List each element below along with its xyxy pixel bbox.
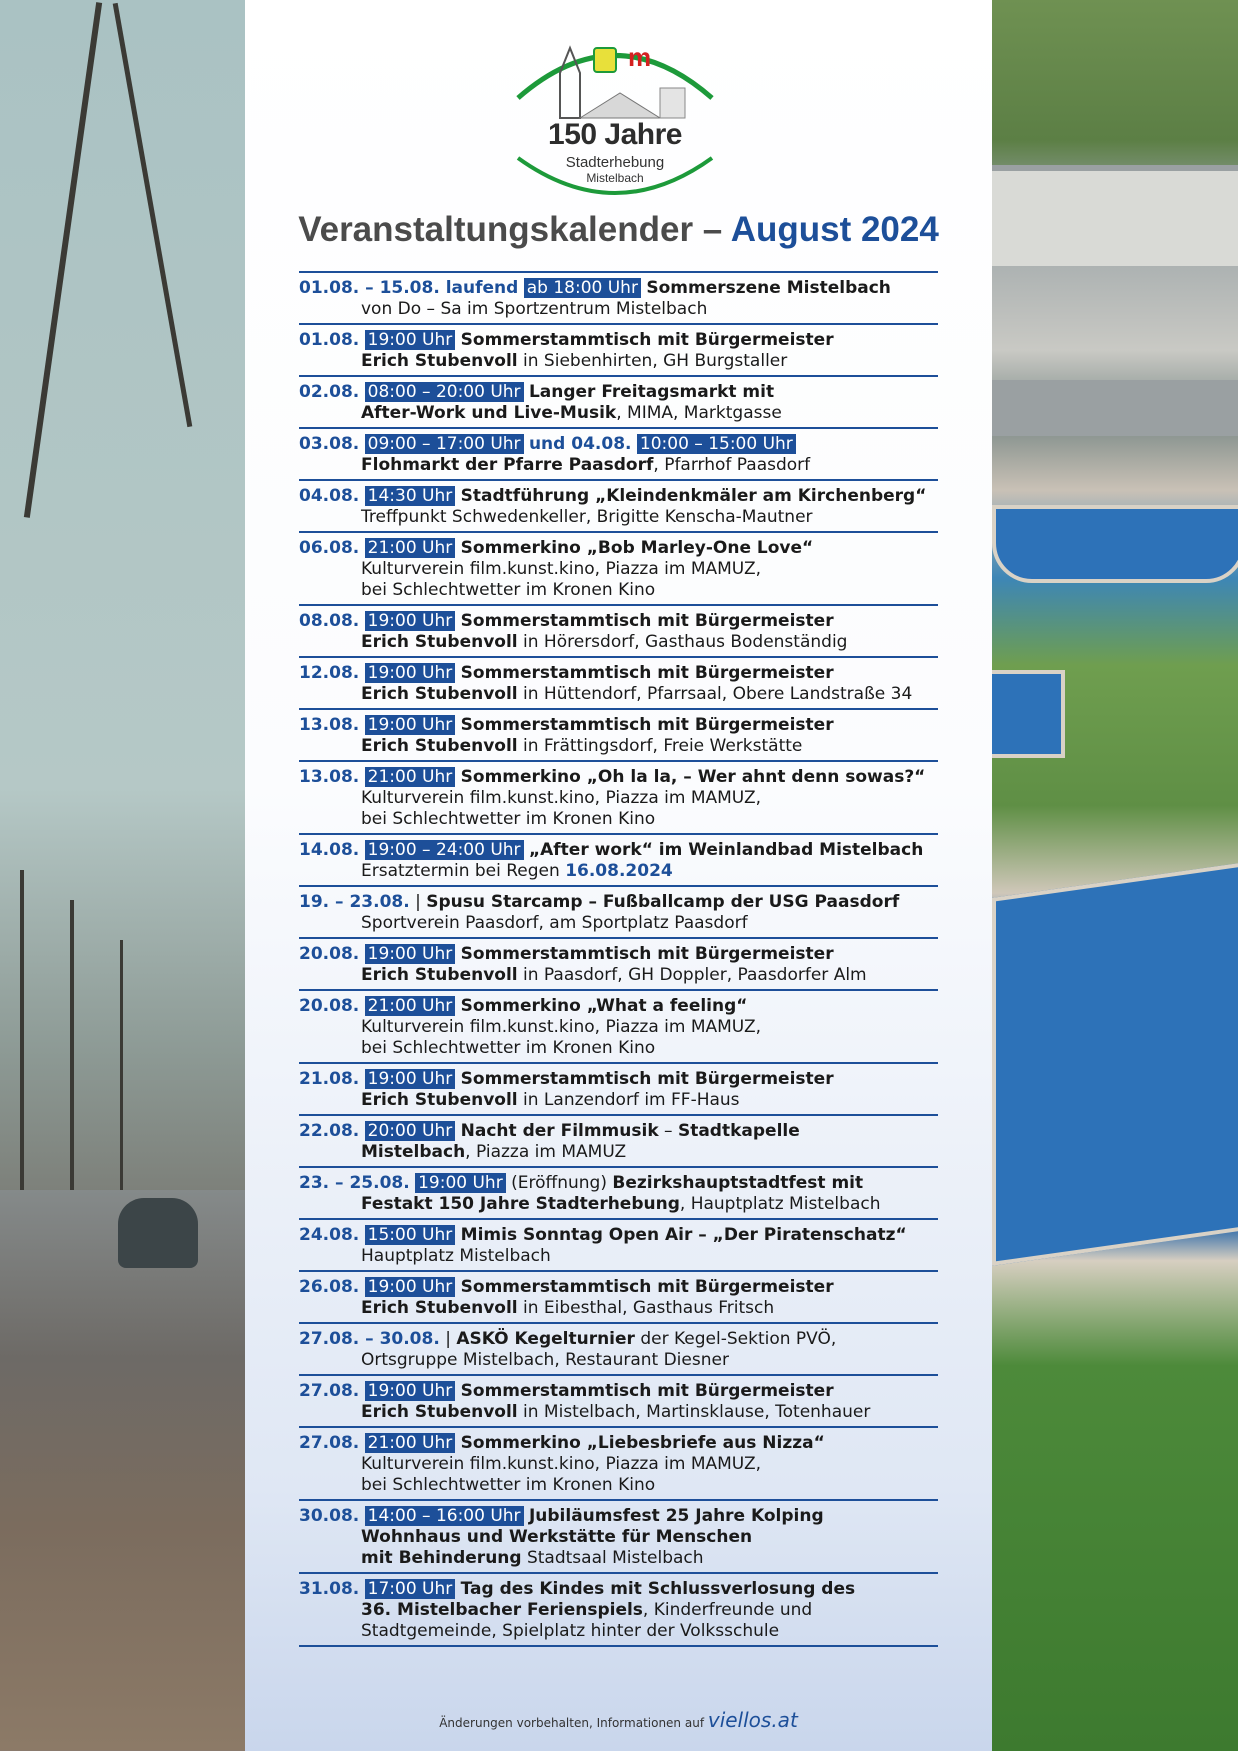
event-time-badge: 19:00 Uhr <box>365 611 456 631</box>
svg-text:m: m <box>628 42 652 72</box>
event-detail: , Kinderfreunde und <box>642 1600 813 1620</box>
event-title: Tag des Kindes mit Schlussverlosung des <box>460 1579 856 1599</box>
event-line-1 <box>299 1277 938 1298</box>
event-date: 23. – 25.08. <box>299 1173 410 1193</box>
event-line-2 <box>299 1454 938 1475</box>
event-line-1 <box>299 1121 938 1142</box>
event-title: Sommerstammtisch mit Bürgermeister <box>460 330 834 350</box>
event-line-3 <box>299 580 938 601</box>
event-title: ASKÖ Kegelturnier <box>456 1329 635 1349</box>
event-date: 21.08. <box>299 1069 360 1089</box>
event-row <box>299 1272 938 1324</box>
event-date: 13.08. <box>299 767 360 787</box>
event-line-2 <box>299 913 938 934</box>
event-date: 26.08. <box>299 1277 360 1297</box>
event-title-cont: Stadtkapelle <box>677 1121 800 1141</box>
event-detail: in Lanzendorf im FF-Haus <box>517 1090 740 1110</box>
event-detail: Ortsgruppe Mistelbach, Restaurant Diesner <box>361 1350 729 1370</box>
logo-title: 150 Jahre <box>548 118 682 151</box>
event-title: Mimis Sonntag Open Air – „Der Piratenschatz“ <box>460 1225 907 1245</box>
event-row <box>299 1501 938 1574</box>
event-line-1 <box>299 996 938 1017</box>
event-line-2 <box>299 1527 938 1548</box>
event-date: 06.08. <box>299 538 360 558</box>
event-title: Sommerstammtisch mit Bürgermeister <box>460 944 834 964</box>
event-date: 24.08. <box>299 1225 360 1245</box>
event-title: Langer Freitagsmarkt mit <box>528 382 775 402</box>
event-title: Jubiläumsfest 25 Jahre Kolping <box>528 1506 824 1526</box>
event-time-badge: 14:00 – 16:00 Uhr <box>365 1506 524 1526</box>
event-line-2 <box>299 861 938 882</box>
event-row <box>299 710 938 762</box>
event-title-rest: der Kegel-Sektion PVÖ, <box>634 1329 837 1349</box>
event-title: „After work“ im Weinlandbad Mistelbach <box>528 840 924 860</box>
event-row <box>299 1116 938 1168</box>
event-date: 01.08. <box>299 330 360 350</box>
event-line-2 <box>299 1600 938 1621</box>
event-separator: | <box>409 892 427 912</box>
event-line-1 <box>299 538 938 559</box>
event-list <box>299 271 938 1647</box>
event-row <box>299 835 938 887</box>
event-time-badge-2: 10:00 – 15:00 Uhr <box>637 434 796 454</box>
event-line-1 <box>299 486 938 507</box>
event-row <box>299 1064 938 1116</box>
event-line-1 <box>299 715 938 736</box>
event-separator: | <box>439 1329 457 1349</box>
event-row <box>299 606 938 658</box>
event-detail: Kulturverein film.kunst.kino, Piazza im MAMUZ, <box>361 1017 761 1037</box>
event-row <box>299 1428 938 1501</box>
event-row <box>299 1376 938 1428</box>
event-time-badge: 21:00 Uhr <box>365 996 456 1016</box>
event-time-badge: 19:00 Uhr <box>365 1277 456 1297</box>
event-date: 20.08. <box>299 996 360 1016</box>
event-title: Sommerstammtisch mit Bürgermeister <box>460 663 834 683</box>
event-detail-bold: Erich Stubenvoll <box>361 632 518 652</box>
event-time-badge: 19:00 Uhr <box>365 715 456 735</box>
event-time-badge: 19:00 Uhr <box>365 1069 456 1089</box>
event-date: 27.08. <box>299 1433 360 1453</box>
event-row <box>299 658 938 710</box>
event-line-1 <box>299 382 938 403</box>
event-line-1 <box>299 1069 938 1090</box>
event-line-2 <box>299 1350 938 1371</box>
event-detail: Treffpunkt Schwedenkeller, Brigitte Kenscha-Mautner <box>361 507 813 527</box>
event-detail-bold: Erich Stubenvoll <box>361 351 518 371</box>
event-time-badge: 21:00 Uhr <box>365 538 456 558</box>
street-photo <box>0 0 245 1751</box>
event-date: 03.08. <box>299 434 360 454</box>
event-detail-bold: Mistelbach <box>361 1142 466 1162</box>
event-time-badge: 19:00 Uhr <box>365 1381 456 1401</box>
event-row <box>299 481 938 533</box>
event-row <box>299 429 938 481</box>
event-title: Sommerstammtisch mit Bürgermeister <box>460 715 834 735</box>
event-note: (Eröffnung) <box>505 1173 613 1193</box>
event-detail: Kulturverein film.kunst.kino, Piazza im MAMUZ, <box>361 1454 761 1474</box>
event-line-2 <box>299 455 938 476</box>
event-time-badge: 19:00 Uhr <box>365 330 456 350</box>
event-line-2 <box>299 1298 938 1319</box>
event-detail: Hauptplatz Mistelbach <box>361 1246 551 1266</box>
event-line-1 <box>299 840 938 861</box>
event-row <box>299 533 938 606</box>
event-date: 04.08. <box>299 486 360 506</box>
event-detail: , Hauptplatz Mistelbach <box>679 1194 881 1214</box>
event-time-badge: 19:00 Uhr <box>365 944 456 964</box>
event-time-badge: 19:00 Uhr <box>415 1173 506 1193</box>
event-detail: Kulturverein film.kunst.kino, Piazza im MAMUZ, <box>361 788 761 808</box>
event-time-badge: 08:00 – 20:00 Uhr <box>365 382 524 402</box>
event-time-badge: 15:00 Uhr <box>365 1225 456 1245</box>
event-date: 01.08. – 15.08. laufend <box>299 278 519 298</box>
event-date: 22.08. <box>299 1121 360 1141</box>
event-date: 27.08. – 30.08. <box>299 1329 440 1349</box>
event-row <box>299 1324 938 1376</box>
event-detail: Stadtsaal Mistelbach <box>521 1548 704 1568</box>
event-line-2 <box>299 736 938 757</box>
event-detail-bold: Erich Stubenvoll <box>361 684 518 704</box>
anniversary-logo <box>510 28 720 204</box>
event-date: 31.08. <box>299 1579 360 1599</box>
event-line-2 <box>299 559 938 580</box>
event-line-3 <box>299 1475 938 1496</box>
event-row <box>299 377 938 429</box>
event-detail: in Paasdorf, GH Doppler, Paasdorfer Alm <box>517 965 867 985</box>
event-line-1 <box>299 434 938 455</box>
event-row <box>299 273 938 325</box>
event-title: Sommerkino „Oh la la, – Wer ahnt denn sowas?“ <box>460 767 926 787</box>
footer-text: Änderungen vorbehalten, Informationen auf <box>439 1716 708 1730</box>
page-title <box>245 210 992 250</box>
event-row <box>299 325 938 377</box>
event-line-1 <box>299 1225 938 1246</box>
event-date: 13.08. <box>299 715 360 735</box>
event-line-2 <box>299 1090 938 1111</box>
event-line-2 <box>299 788 938 809</box>
event-title: Sommerszene Mistelbach <box>646 278 891 298</box>
event-second-date: und 04.08. <box>528 434 632 454</box>
event-detail-bold: 36. Mistelbacher Ferienspiels <box>361 1600 643 1620</box>
event-time-badge: 21:00 Uhr <box>365 1433 456 1453</box>
event-time-badge: 17:00 Uhr <box>365 1579 456 1599</box>
page-title-prefix: Veranstaltungskalender – <box>298 210 731 249</box>
event-row <box>299 762 938 835</box>
event-detail: in Siebenhirten, GH Burgstaller <box>517 351 788 371</box>
event-detail-bold: Erich Stubenvoll <box>361 1402 518 1422</box>
footer-note <box>245 1708 992 1732</box>
event-time-badge: 21:00 Uhr <box>365 767 456 787</box>
calendar-panel <box>245 0 992 1751</box>
logo-town: Mistelbach <box>586 171 644 185</box>
event-line-1 <box>299 1329 938 1350</box>
event-title: Spusu Starcamp – Fußballcamp der USG Paasdorf <box>426 892 900 912</box>
event-title: Sommerstammtisch mit Bürgermeister <box>460 1069 834 1089</box>
event-line-2 <box>299 351 938 372</box>
event-detail: bei Schlechtwetter im Kronen Kino <box>361 1475 656 1495</box>
event-line-1 <box>299 1506 938 1527</box>
event-detail-bold: After-Work und Live-Musik <box>361 403 617 423</box>
logo-subtitle: Stadterhebung <box>565 154 665 171</box>
event-detail: Ersatztermin bei Regen <box>361 861 566 881</box>
event-detail-bold: Erich Stubenvoll <box>361 736 518 756</box>
event-line-3 <box>299 1548 938 1569</box>
car-image <box>118 1198 198 1268</box>
event-date: 20.08. <box>299 944 360 964</box>
event-row <box>299 1574 938 1647</box>
event-date: 02.08. <box>299 382 360 402</box>
event-detail: Kulturverein film.kunst.kino, Piazza im MAMUZ, <box>361 559 761 579</box>
event-line-2 <box>299 684 938 705</box>
event-date: 08.08. <box>299 611 360 631</box>
event-title: Bezirkshauptstadtfest mit <box>612 1173 864 1193</box>
event-line-1 <box>299 767 938 788</box>
event-row <box>299 1220 938 1272</box>
event-time-badge: 19:00 – 24:00 Uhr <box>365 840 524 860</box>
event-title: Sommerstammtisch mit Bürgermeister <box>460 1381 834 1401</box>
event-detail: von Do – Sa im Sportzentrum Mistelbach <box>361 299 708 319</box>
event-date: 27.08. <box>299 1381 360 1401</box>
event-line-2 <box>299 1017 938 1038</box>
event-line-2 <box>299 1142 938 1163</box>
event-detail: in Frättingsdorf, Freie Werkstätte <box>517 736 803 756</box>
event-line-1 <box>299 278 938 299</box>
event-line-3 <box>299 1038 938 1059</box>
event-line-2 <box>299 507 938 528</box>
event-time-badge: ab 18:00 Uhr <box>524 278 641 298</box>
event-detail-bold: Erich Stubenvoll <box>361 1090 518 1110</box>
event-line-2 <box>299 299 938 320</box>
event-detail: bei Schlechtwetter im Kronen Kino <box>361 1038 656 1058</box>
event-row <box>299 991 938 1064</box>
event-title: Sommerkino „What a feeling“ <box>460 996 748 1016</box>
event-line-1 <box>299 1173 938 1194</box>
event-title: Sommerstammtisch mit Bürgermeister <box>460 1277 834 1297</box>
event-line-1 <box>299 892 938 913</box>
event-line-2 <box>299 965 938 986</box>
event-detail: Stadtgemeinde, Spielplatz hinter der Volksschule <box>361 1621 780 1641</box>
event-detail: in Mistelbach, Martinsklause, Totenhauer <box>517 1402 871 1422</box>
event-detail: in Hörersdorf, Gasthaus Bodenständig <box>517 632 848 652</box>
event-detail: bei Schlechtwetter im Kronen Kino <box>361 809 656 829</box>
event-detail: bei Schlechtwetter im Kronen Kino <box>361 580 656 600</box>
event-date: 12.08. <box>299 663 360 683</box>
event-time-badge: 19:00 Uhr <box>365 663 456 683</box>
event-detail: Sportverein Paasdorf, am Sportplatz Paasdorf <box>361 913 748 933</box>
footer-link[interactable]: viellos.at <box>707 1708 798 1732</box>
event-title: Stadtführung „Kleindenkmäler am Kirchenberg“ <box>460 486 927 506</box>
event-date: 30.08. <box>299 1506 360 1526</box>
event-detail: in Hüttendorf, Pfarrsaal, Obere Landstraße 34 <box>517 684 913 704</box>
event-title: Sommerkino „Bob Marley-One Love“ <box>460 538 814 558</box>
event-line-1 <box>299 1579 938 1600</box>
event-line-2 <box>299 1194 938 1215</box>
event-line-1 <box>299 944 938 965</box>
event-line-1 <box>299 330 938 351</box>
event-time-badge: 14:30 Uhr <box>365 486 456 506</box>
event-row <box>299 1168 938 1220</box>
event-date: 19. – 23.08. <box>299 892 410 912</box>
event-line-2 <box>299 632 938 653</box>
event-detail: , MIMA, Marktgasse <box>616 403 782 423</box>
event-row <box>299 887 938 939</box>
event-detail-bold: Flohmarkt der Pfarre Paasdorf <box>361 455 654 475</box>
event-title: Sommerstammtisch mit Bürgermeister <box>460 611 834 631</box>
event-title: Sommerkino „Liebesbriefe aus Nizza“ <box>460 1433 825 1453</box>
event-line-1 <box>299 1381 938 1402</box>
event-line-2 <box>299 403 938 424</box>
event-line-1 <box>299 611 938 632</box>
event-line-3 <box>299 809 938 830</box>
event-line-1 <box>299 1433 938 1454</box>
event-detail: , Piazza im MAMUZ <box>465 1142 627 1162</box>
event-detail-bold: Erich Stubenvoll <box>361 965 518 985</box>
event-detail: , Pfarrhof Paasdorf <box>653 455 811 475</box>
event-detail-bold: Erich Stubenvoll <box>361 1298 518 1318</box>
event-detail-bold: Wohnhaus und Werkstätte für Menschen <box>361 1527 753 1547</box>
event-line-3 <box>299 1621 938 1642</box>
event-line-2 <box>299 1402 938 1423</box>
event-detail-bold: mit Behinderung <box>361 1548 522 1568</box>
event-alt-date: 16.08.2024 <box>565 861 673 881</box>
event-line-1 <box>299 663 938 684</box>
event-detail: in Eibesthal, Gasthaus Fritsch <box>517 1298 775 1318</box>
event-title-rest: – <box>658 1121 678 1141</box>
event-detail-bold: Festakt 150 Jahre Stadterhebung <box>361 1194 680 1214</box>
page-title-month: August 2024 <box>730 210 939 249</box>
pool-aerial-photo <box>992 0 1238 1751</box>
event-time-badge: 09:00 – 17:00 Uhr <box>365 434 524 454</box>
event-title: Nacht der Filmmusik <box>460 1121 659 1141</box>
event-row <box>299 939 938 991</box>
event-time-badge: 20:00 Uhr <box>365 1121 456 1141</box>
event-line-2 <box>299 1246 938 1267</box>
event-date: 14.08. <box>299 840 360 860</box>
